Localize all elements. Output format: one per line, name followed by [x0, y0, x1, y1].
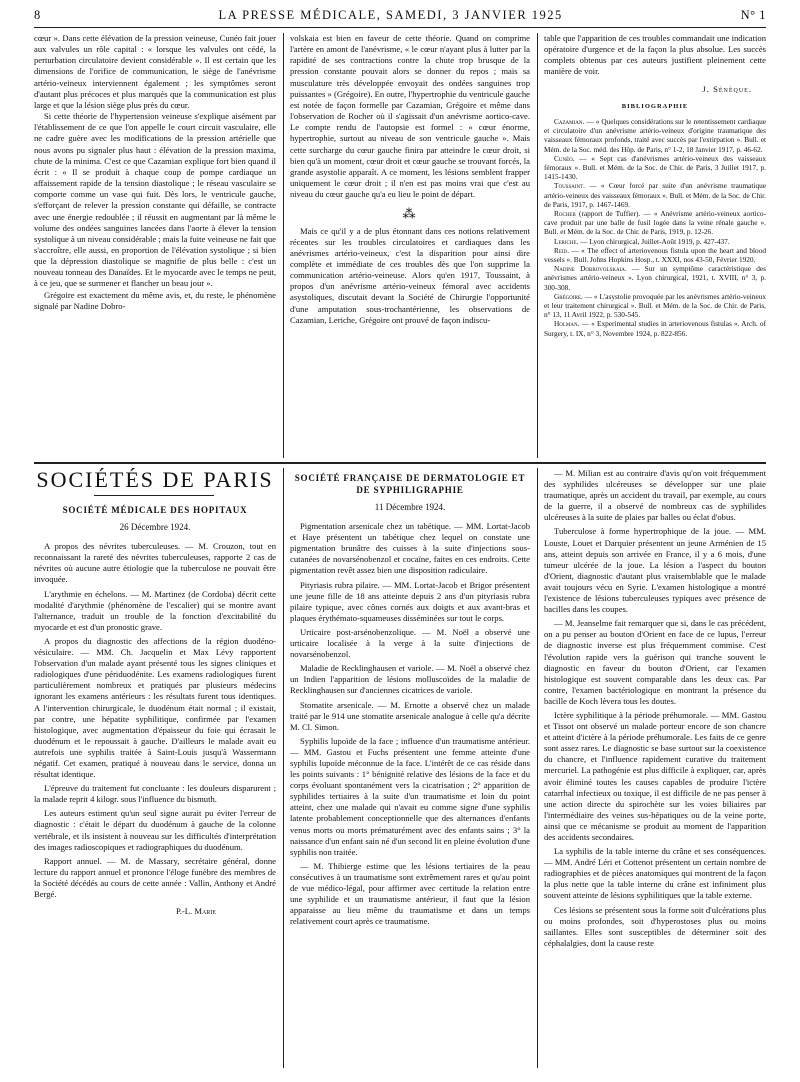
bottom-right-column: [544, 468, 766, 1068]
paragraph: — M. Thibierge estime que les lésions tertiaires de la peau consécutives à un traumatisme sont extrêmement rares et qu'au point de vue médico-légal, pour affirmer avec certitude la relation entre une syphilide et un traumatisme antérieur, il faut que la lésion apparaisse au lieu même du traumatisme et dans un temps relativement court après ce traumatisme.: [290, 860, 530, 927]
page-header: [34, 4, 766, 26]
bibliography-entry: Leriche. — Lyon chirurgical, Juillet-Août 1919, p. 427-437.: [554, 236, 730, 246]
top-column-3: [544, 33, 766, 460]
paragraph: Maladie de Recklinghausen et variole. — M. Noël a observé chez un Indien l'apparition de lésions molluscoïdes de la maladie de Recklinghausen sur d'anciennes cicatrices de variole.: [290, 663, 530, 696]
paragraph: Urticaire post-arsénobenzolique. — M. Noël a observé une urticaire localisée à la verge à la suite d'injections de novarsénobenzol.: [290, 626, 530, 660]
paragraph: — M. Jeanselme fait remarquer que si, dans le cas précédent, on a pu penser au bouton d'Orient en face de ce lupus, l'erreur de diagnostic inverse est plus fréquemment commise. C'est l'évolution rapide vers la guérison qui tranche souvent le diagnostic en faveur du bouton d'Orient, car l'examen histologique est souvent comparable dans les deux cas. Par contre, l'examen bactériologique en montrant la présence du bacille de Koch lèvera tous les doutes.: [544, 618, 766, 706]
bottom-left-column: [34, 468, 276, 1068]
bibliography-entry: Reid. — « The effect of arteriovenous fistula upon the heart and blood vessels ». Bull. Johns Hopkins Hosp., t. XXXI, nos 43-50, Février 1920.: [544, 245, 766, 264]
section-separator: ⁂: [402, 206, 418, 222]
paragraph: La syphilis de la table interne du crâne et ses conséquences. — MM. André Léri et Cottenot présentent un certain nombre de radiographies et de pièces anatomiques qui montrent de la façon la plus nette que la table interne du crâne est infiniment plus souvent atteinte de lésions syphilitiques que la table externe.: [544, 846, 766, 901]
paragraph: Grégoire est exactement du même avis, et, du reste, le phénomène signalé par Nadine Dobro-: [34, 289, 276, 311]
bibliography-list: [544, 117, 766, 338]
journal-title: LA PRESSE MÉDICALE, SAMEDI, 3 JANVIER 1925: [218, 7, 563, 22]
paragraph: Si cette théorie de l'hypertension veineuse s'explique aisément par l'établissement de ce que l'on appelle le court circuit vasculaire, elle ne cadre guère avec les modifications de la pression artérielle que nous avons pu signaler plus haut : élévation de la pression maxima, chute de la minima. C'est ce que Cazamian explique fort bien quand il écrit : « Il se produit à chaque coup de pompe cardiaque un affaissement rapide de la tension diastolique ; le réseau vasculaire se comporte comme un vase qui fuit. Dès lors, le ventricule gauche, s'efforçant de relever la pression constante qui défaille, se contracte avec une énergie redoublée ; il réussit en augmentant par là même le volume des ondées sanguines lancées dans l'aorte à élever la tension systolique à un niveau considérable ; mais la fuite veineuse ne fait que s'accroître, elle aussi, en proportion de l'élévation systolique ; si bien que la dépression diastolique se magnifie de plus belle : c'est un nouveau tonneau des Danaïdes. Et le myocarde avec le temps ne peut, à ce jeu, que se surmener et flancher un beau jour ».: [34, 111, 276, 289]
paragraph: A propos du diagnostic des affections de la région duodéno-vésiculaire. — MM. Ch. Jacquelin et Max Lévy rapportent l'observation d'un malade ayant présenté tous les signes cliniques et radiologiques d'une périduodénite. Les examens radiologiques furent particulièrement nombreux et pratiqués par plusieurs médecins ignorant les examens antérieurs : les résultats furent tous identiques. A l'intervention chirurgicale, le duodénum était normal ; il existait, par contre, une hépatite syphilitique, confirmée par l'examen histologique, avec augmentation d'épaisseur du foie qui écrasait le duodénum et le repoussait à gauche. D'ailleurs le malade avait eu autrefois une syphilis traitée à Saint-Louis jusqu'à Wassermann négatif. Cet examen, pratiqué à nouveau dans le service, donna un résultat identique.: [34, 635, 276, 780]
paragraph: Ces lésions se présentent sous la forme soit d'ulcérations plus ou moins profondes, soit d'hyperostoses plus ou moins saillantes. Elles sont susceptibles de déterminer soit des céphalalgies, dont la cause reste: [544, 904, 766, 948]
header-rule: [34, 27, 766, 28]
meeting-date: 26 Décembre 1924.: [119, 522, 191, 533]
paragraph: cœur ». Dans cette élévation de la pression veineuse, Cunéo fait jouer aux valvules un rôle capital : « lorsque les valvules ont cédé, la perturbation circulatoire devient considérable ». Il est certain que les dimensions de l'orifice de communication, le siège de l'anévrisme artério-veineux interviennent également ; les symptômes seront d'autant plus précoces et plus marqués que la communication est plus large et que la lésion siège plus près du cœur.: [34, 33, 276, 110]
bibliography-entry: Toussaint. — « Cœur forcé par suite d'un anévrisme traumatique artério-veineux des vaisseaux fémoraux ». Bull. et Mém. de la Soc. de Chir. de Paris, 1917, p. 1467-1469.: [544, 181, 766, 209]
bibliography-entry: Grégoire. — « L'asystolie provoquée par les anévrismes artério-veineux et leur traitement chirurgical ». Bull. et Mém. de la Soc. de Chir. de Paris, n° 13, 11 Avril 1922, p. 530-545.: [544, 291, 766, 320]
column-divider: [537, 468, 538, 1068]
bibliography-entry: Holman. — « Experimental studies in arteriovenous fistulas ». Arch. of Surgery, t. IX, n° 3, Novembre 1924, p. 822-856.: [544, 319, 766, 338]
paragraph: A propos des névrites tuberculeuses. — M. Crouzon, tout en reconnaissant la rareté des névrites tuberculeuses, rapporte 2 cas de névrites où aucune autre étiologie que la tuberculose ne pouvait être invoquée.: [34, 541, 276, 585]
paragraph: volskaia est bien en faveur de cette théorie. Quand on comprime l'artère en amont de l'anévrisme, « le cœur n'ayant plus à lutter par la rapidité de ses contractions contre la chute trop brusque de la pression constante pouvait alors se donner du repos ; mais sa musculature très développée envoyait des ondées sanguines trop puissantes » (Grégoire). En outre, l'hypertrophie du ventricule gauche est notée de façon formelle par Cazamian, Grégoire et même dans l'observation de Rocher où il s'agissait d'un anévrisme aortico-cave. Le compte rendu de l'autopsie est formel : « cœur énorme, hypertrophie, surtout au niveau de son ventricule gauche ». Mais cette surcharge du cœur gauche finira par atteindre le cœur droit, si bien qu'à un moment, cœur droit et cœur gauche se trouvant forcés, la grande asystolie apparaît. A ce moment, les lésions semblent frapper uniquement le cœur droit ; il n'en est pas moins vrai que c'est au niveau du cœur gauche qu'a eu lieu le point de départ.: [290, 33, 530, 200]
top-column-2: [290, 33, 530, 460]
paragraph: Stomatite arsenicale. — M. Ernotte a observé chez un malade traité par le 914 une stomatite arsenicale analogue à celle qu'a décrite M. Cl. Simon.: [290, 699, 530, 732]
column-divider: [283, 33, 284, 458]
paragraph: Tuberculose à forme hypertrophique de la joue. — MM. Louste, Louet et Darquier présentent un jeune Arménien de 15 ans, atteint depuis son arrivée en France, il y a 6 mois, d'une tumeur ulcérée de la joue. La lésion a l'aspect du bouton d'Orient, diagnostic d'autant plus vraisemblable que le malade avait toujours vécu en Syrie. L'examen histologique a montré l'existence de lésions tuberculeuses typiques avec présence de bacilles dans les coupes.: [544, 526, 766, 615]
bibliography-entry: Cazamian. — « Quelques considérations sur le retentissement cardiaque et circulatoire d'un anévrisme artério-veineux d'origine traumatique des vaisseaux fémoraux profonds, traité avec succès par l'extirpation ». Bull. et Mém. de la Soc. méd. des Hôp. de Paris, n° 1-2, 18 Janvier 1917, p. 46-62.: [544, 116, 766, 154]
paragraph: — M. Milian est au contraire d'avis qu'on voit fréquemment des syphilides ulcéreuses se développer sur une plaie traumatique, après un accident du travail, par exemple, au cours de la guerre, il a observé de nombreux cas de syphilides ulcéreuses à la suite de plaies par balles ou éclat d'obus.: [544, 468, 766, 523]
column-divider: [283, 468, 284, 1068]
bibliography-heading: BIBLIOGRAPHIE: [621, 102, 689, 110]
society-title: SOCIÉTÉ FRANÇAISE DE DERMATOLOGIE ET DE SYPHILIGRAPHIE: [294, 473, 526, 495]
paragraph: Les auteurs estiment qu'un seul signe aurait pu éviter l'erreur de diagnostic : c'était le départ du duodénum à gauche de la colonne vertébrale, et ils insistent à nouveau sur les difficultés d'interprétation des images radioscopiques et radiographiques du duodénum.: [34, 808, 276, 852]
paragraph: table que l'apparition de ces troubles commandait une indication opératoire d'urgence et de la façon la plus absolue. Les succès complets obtenus par ces auteurs justifient pleinement cette manière de voir.: [544, 33, 766, 77]
title-rule: [94, 495, 214, 496]
paragraph: Rapport annuel. — M. de Massary, secrétaire général, donne lecture du rapport annuel et prononce l'éloge funèbre des membres de la Société décédés au cours de cette année : Vallin, Anthony et André Bergé.: [34, 855, 276, 899]
bibliography-entry: Nadine Dobrovolskaia. — Sur un symptôme caractéristique des anévrismes artério-veineux ». Lyon chirurgical, 1921, t. XVIII, n° 3, p. 300-308.: [544, 264, 766, 292]
section-rule: [34, 462, 766, 464]
paragraph: Syphilis lupoïde de la face ; influence d'un traumatisme antérieur. — MM. Gastou et Fuchs présentent une femme atteinte d'une syphilis lupoïde méconnue de la face. L'intérêt de ce cas réside dans les points suivants : 1° bénignité relative des lésions de la face et du corps évoluant spontanément vers la cicatrisation ; 2° apparition de syphilides tertiaires à la suite d'un traumatisme et loin du point atteint, chez une malade qui n'avait eu comme signe d'une syphilis latente probablement conceptionnelle que des alternances d'enfants venus morts ou morts prématurément avec des enfants sains ; 3° la naissance d'un enfant sain né d'un second lit en pleine évolution d'une syphilis non traitée.: [290, 735, 530, 857]
paragraph: Mais ce qu'il y a de plus étonnant dans ces notions relativement récentes sur les troubles circulatoires et cardiaques dans les anévrismes artério-veineux, c'est la disparition pour ainsi dire complète et immédiate de ces troubles dès que l'on supprime la communication artério-veineuse. Alors qu'en 1917, Toussaint, à propos d'un anévrisme artério-veineux fémoral avec accidents asystoliques, discutait devant la Société de Chirurgie l'opportunité d'une amputation sous-trochantérienne, les observations de Cazamian, Leriche, Grégoire ont prouvé de façon indiscu-: [290, 225, 530, 325]
column-divider: [537, 33, 538, 458]
issue-number: N° 1: [740, 7, 766, 22]
paragraph: L'arythmie en échelons. — M. Martinez (de Cordoba) décrit cette modalité d'arythmie (phénomène de l'escalier) qui se montre avant l'alternance, traduit un trouble de la fonction d'excitabilité du myocarde et est d'un pronostic grave.: [34, 588, 276, 632]
top-column-1: [34, 33, 276, 460]
paragraph: Pigmentation arsenicale chez un tabétique. — MM. Lortat-Jacob et Haye présentent un tabétique chez lequel on constate une pigmentation brunâtre des cuisses à la suite d'injections sous-cutanées de novarsénobenzol et cocaïne, faites en ces endroits. Cette pigmentation revêt assez bien une disposition radiculaire.: [290, 521, 530, 576]
society-title: SOCIÉTÉ MÉDICALE DES HOPITAUX: [62, 505, 248, 516]
author-signature: J. Sénèque.: [702, 83, 752, 94]
reporter-signature: P.-L. Marie: [175, 906, 216, 917]
paragraph: Ictère syphilitique à la période préhumorale. — MM. Gastou et Tissot ont observé un malade porteur encore de son chancre et atteint d'ictère à la période préhumorale. Les faits de ce genre sont assez rares. Le diagnostic se base surtout sur la coexistence du chancre, et l'influence rapidement curative du traitement mercuriel. La pathogénie est plus difficile à expliquer, car, après avoir éliminé toutes les causes capables de produire l'ictère catarrhal infectieux ou toxique, il est difficile de ne pas penser à une action directe du spirochète sur les voies biliaires par l'intermédiaire des veines sus-hépatiques ou de la veine porte, ainsi que ce mécanisme se produit au moment de l'apparition des accidents secondaires.: [544, 709, 766, 842]
bottom-middle-column: [290, 468, 530, 1068]
meeting-date: 11 Décembre 1924.: [374, 502, 446, 512]
bibliography-entry: Cunéo. — « Sept cas d'anévrismes artério-veineux des vaisseaux fémoraux ». Bull. et Mém. de la Soc. de Chir. de Paris, 3 Juillet 1917, p. 1415-1430.: [544, 153, 766, 182]
paragraph: Pityriasis rubra pilaire. — MM. Lortat-Jacob et Brigor présentent une jeune fille de 18 ans atteinte depuis 2 ans d'un pityriasis rubra pilaire typique, avec cônes cornés aux doigts et aux avant-bras et plaques érythémato-squameuses disséminées sur tout le corps.: [290, 579, 530, 623]
bibliography-entry: Rocher (rapport de Tuffier). — « Anévrisme artério-veineux aortico-cave produit par une balle de fusil logée dans la veine rénale gauche ». Bull. et Mém. de la Soc. de Chir. de Paris, 1919, p. 12-26.: [544, 208, 766, 237]
page-number: 8: [34, 7, 41, 22]
section-title: SOCIÉTÉS DE PARIS: [36, 468, 274, 492]
paragraph: L'épreuve du traitement fut concluante : les douleurs disparurent ; la malade reprit 4 kilogr. sous l'influence du bismuth.: [34, 783, 276, 805]
